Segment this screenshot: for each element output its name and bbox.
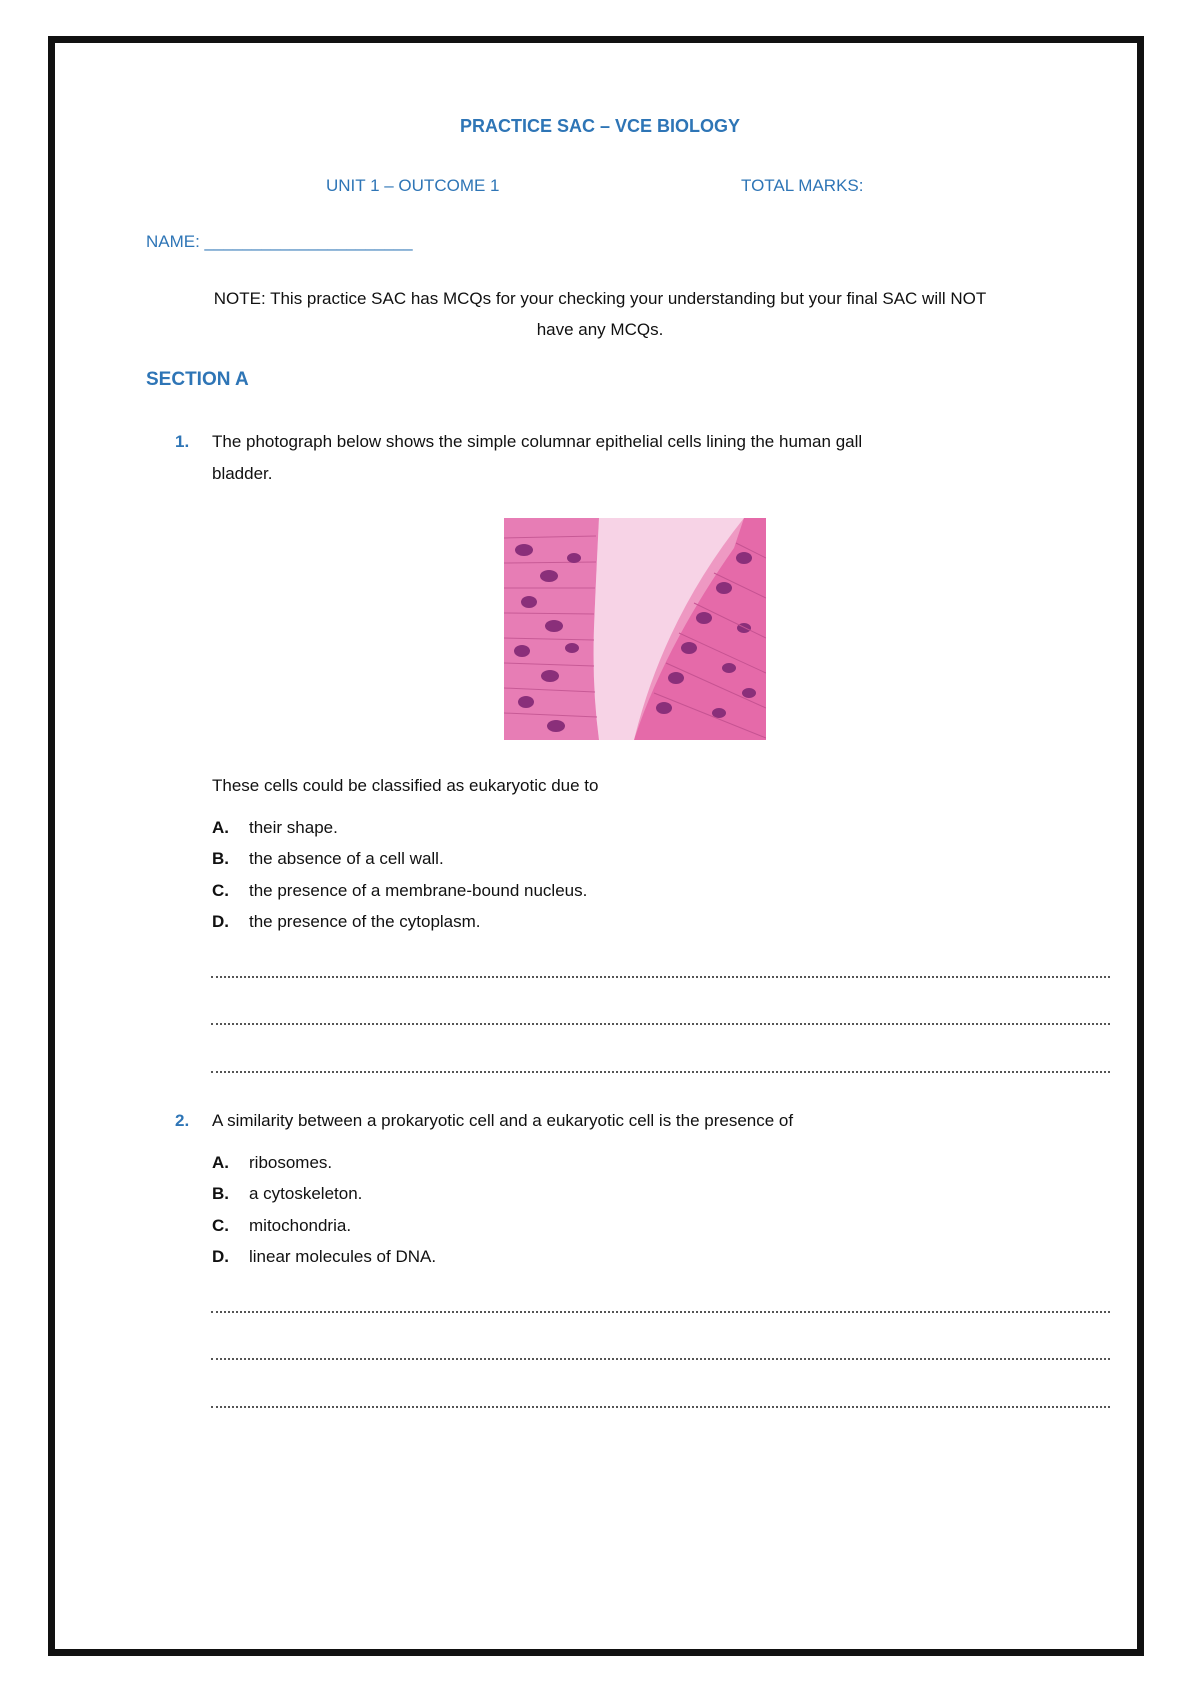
question-1-options <box>212 812 587 938</box>
section-a-heading: SECTION A <box>146 369 249 390</box>
total-marks-label: TOTAL MARKS: <box>741 176 864 195</box>
question-2-option-a[interactable] <box>212 1147 436 1179</box>
option-letter: D. <box>212 1247 229 1267</box>
option-letter: B. <box>212 849 229 869</box>
question-2-stem: A similarity between a prokaryotic cell and a eukaryotic cell is the presence of <box>212 1111 794 1130</box>
question-1-option-a[interactable] <box>212 812 587 844</box>
option-text: ribosomes. <box>249 1152 333 1172</box>
answer-line[interactable] <box>211 1358 1110 1360</box>
option-text: the absence of a cell wall. <box>249 849 444 869</box>
option-letter: C. <box>212 880 229 900</box>
question-1-stem <box>212 426 1032 490</box>
question-1-option-c[interactable] <box>212 875 587 907</box>
option-text: a cytoskeleton. <box>249 1184 363 1204</box>
answer-line[interactable] <box>211 1406 1110 1408</box>
option-letter: C. <box>212 1215 229 1235</box>
question-2-options <box>212 1147 436 1273</box>
epithelial-cells-photo <box>504 518 766 740</box>
option-letter: A. <box>212 817 229 837</box>
option-text: mitochondria. <box>249 1215 352 1235</box>
option-text: their shape. <box>249 817 338 837</box>
unit-label: UNIT 1 – OUTCOME 1 <box>326 176 500 195</box>
document-title: PRACTICE SAC – VCE BIOLOGY <box>459 116 741 136</box>
question-1-follow-up: These cells could be classified as eukaryotic due to <box>212 776 599 795</box>
question-2-option-b[interactable] <box>212 1179 436 1211</box>
option-letter: D. <box>212 912 229 932</box>
question-1-option-d[interactable] <box>212 907 587 939</box>
question-1-option-b[interactable] <box>212 844 587 876</box>
answer-line[interactable] <box>211 1311 1110 1313</box>
answer-line[interactable] <box>211 976 1110 978</box>
note-line-2: have any MCQs. <box>536 320 664 339</box>
answer-line[interactable] <box>211 1023 1110 1025</box>
answer-line[interactable] <box>211 1071 1110 1073</box>
note <box>146 283 1054 345</box>
name-field[interactable]: NAME: ______________________ <box>146 232 413 251</box>
note-line-1: NOTE: This practice SAC has MCQs for your checking your understanding but your final SAC will NOT <box>213 289 987 308</box>
option-text: the presence of the cytoplasm. <box>249 912 481 932</box>
question-2-number: 2. <box>175 1111 190 1130</box>
question-2-option-d[interactable] <box>212 1242 436 1274</box>
option-text: linear molecules of DNA. <box>249 1247 437 1267</box>
option-letter: A. <box>212 1152 229 1172</box>
question-1-number: 1. <box>175 432 190 451</box>
question-2-option-c[interactable] <box>212 1210 436 1242</box>
option-letter: B. <box>212 1184 229 1204</box>
question-1-stem-line-1: The photograph below shows the simple columnar epithelial cells lining the human gall <box>212 432 863 451</box>
option-text: the presence of a membrane-bound nucleus. <box>249 880 588 900</box>
question-1-stem-line-2: bladder. <box>212 464 273 483</box>
